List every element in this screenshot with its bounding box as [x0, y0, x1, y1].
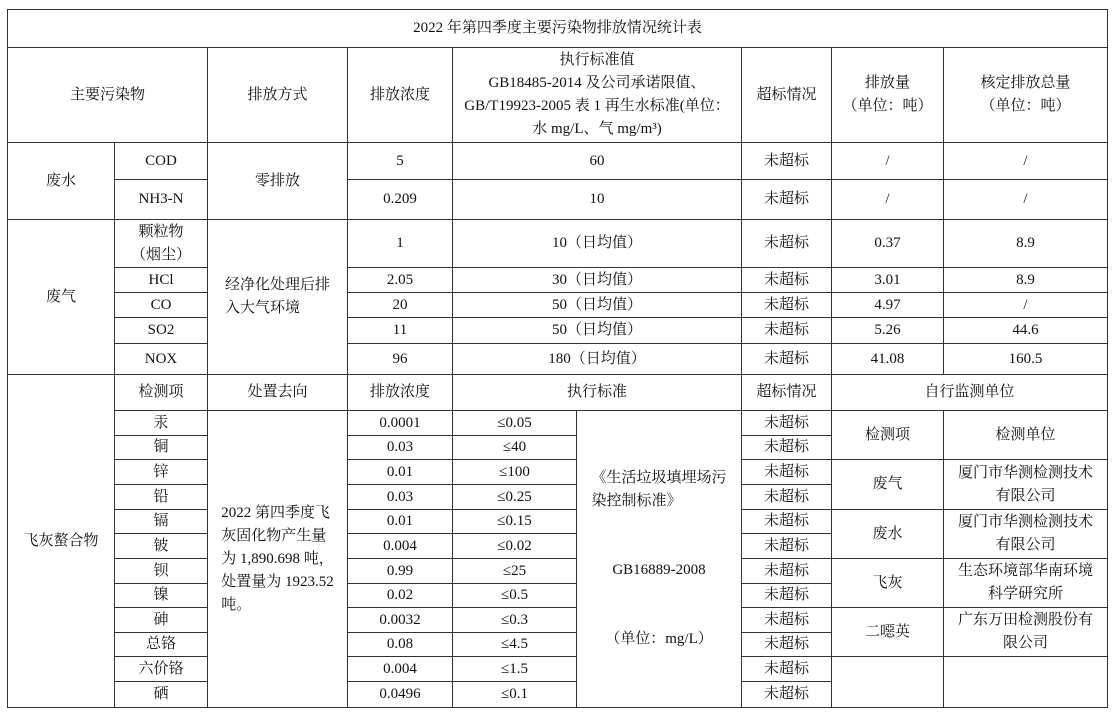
fly-ash-limit-cell: ≤0.02 [453, 534, 577, 559]
fly-ash-disposal-text: 2022 第四季度飞 灰固化物产生量 为 1,890.698 吨， 处置量为 1923.52 吨。 [221, 504, 334, 613]
fly-ash-concentration-cell: 0.004 [348, 534, 453, 559]
fly-ash-limit-cell: ≤40 [453, 436, 577, 460]
monitoring-item-cell: 飞灰 [832, 559, 944, 608]
fly-ash-exceed-cell: 未超标 [742, 460, 832, 485]
fly-ash-item-cell: 砷 [115, 608, 208, 633]
header-pollutant: 主要污染物 [8, 48, 208, 143]
fly-ash-limit-cell: ≤0.05 [453, 411, 577, 436]
waste-gas-standard-cell: 30（日均值） [453, 268, 742, 293]
fly-ash-limit-cell: ≤100 [453, 460, 577, 485]
waste-gas-emission-cell: 41.08 [832, 344, 944, 375]
fly-ash-item-cell: 镍 [115, 584, 208, 608]
header-standard: 执行标准值 GB18485-2014 及公司承诺限值、 GB/T19923-2005 表 1 再生水标准(单位： 水 mg/L、气 mg/m³) [453, 48, 742, 143]
fly-ash-header-disposal: 处置去向 [208, 375, 348, 411]
monitoring-header-unit: 检测单位 [944, 411, 1108, 460]
header-exceed: 超标情况 [742, 48, 832, 143]
fly-ash-item-cell: 硒 [115, 682, 208, 708]
fly-ash-concentration-cell: 0.01 [348, 510, 453, 534]
table-title: 2022 年第四季度主要污染物排放情况统计表 [8, 10, 1108, 48]
wastewater-concentration-cell: 0.209 [348, 180, 453, 220]
waste-gas-exceed-cell: 未超标 [742, 268, 832, 293]
waste-gas-emission-cell: 5.26 [832, 318, 944, 344]
wastewater-standard-cell: 60 [453, 143, 742, 180]
fly-ash-limit-cell: ≤0.3 [453, 608, 577, 633]
fly-ash-header-concentration: 排放浓度 [348, 375, 453, 411]
waste-gas-emission-cell: 4.97 [832, 293, 944, 318]
fly-ash-category: 飞灰螯合物 [8, 375, 115, 708]
fly-ash-exceed-cell: 未超标 [742, 584, 832, 608]
fly-ash-exceed-cell: 未超标 [742, 510, 832, 534]
fly-ash-exceed-cell: 未超标 [742, 657, 832, 682]
waste-gas-standard-cell: 50（日均值） [453, 293, 742, 318]
fly-ash-item-cell: 钡 [115, 559, 208, 584]
waste-gas-emission-cell: 0.37 [832, 220, 944, 268]
monitoring-item-cell: 废气 [832, 460, 944, 510]
fly-ash-exceed-cell: 未超标 [742, 534, 832, 559]
fly-ash-item-cell: 总铬 [115, 633, 208, 657]
waste-gas-exceed-cell: 未超标 [742, 318, 832, 344]
fly-ash-exceed-cell: 未超标 [742, 436, 832, 460]
fly-ash-exceed-cell: 未超标 [742, 559, 832, 584]
waste-gas-item-cell: SO2 [115, 318, 208, 344]
waste-gas-exceed-cell: 未超标 [742, 293, 832, 318]
fly-ash-concentration-cell: 0.99 [348, 559, 453, 584]
fly-ash-concentration-cell: 0.08 [348, 633, 453, 657]
monitoring-item-cell: 废水 [832, 510, 944, 559]
fly-ash-concentration-cell: 0.02 [348, 584, 453, 608]
monitoring-empty-cell [832, 657, 944, 708]
waste-gas-category: 废气 [8, 220, 115, 375]
monitoring-empty-cell [944, 657, 1108, 708]
fly-ash-limit-cell: ≤1.5 [453, 657, 577, 682]
waste-gas-method-text: 经净化处理后排 入大气环境 [224, 277, 330, 316]
waste-gas-concentration-cell: 96 [348, 344, 453, 375]
waste-gas-standard-cell: 50（日均值） [453, 318, 742, 344]
waste-gas-approved-cell: 8.9 [944, 220, 1108, 268]
wastewater-standard-cell: 10 [453, 180, 742, 220]
fly-ash-header-standard: 执行标准 [453, 375, 742, 411]
wastewater-emission-cell: / [832, 180, 944, 220]
wastewater-item-cell: COD [115, 143, 208, 180]
waste-gas-exceed-cell: 未超标 [742, 344, 832, 375]
fly-ash-item-cell: 铍 [115, 534, 208, 559]
wastewater-approved-cell: / [944, 180, 1108, 220]
fly-ash-exceed-cell: 未超标 [742, 608, 832, 633]
fly-ash-item-cell: 锌 [115, 460, 208, 485]
wastewater-emission-cell: / [832, 143, 944, 180]
waste-gas-approved-cell: 160.5 [944, 344, 1108, 375]
fly-ash-limit-cell: ≤25 [453, 559, 577, 584]
fly-ash-standard [577, 411, 742, 708]
monitoring-unit-cell: 生态环境部华南环境 科学研究所 [944, 559, 1108, 608]
wastewater-category: 废水 [8, 143, 115, 220]
fly-ash-exceed-cell: 未超标 [742, 682, 832, 708]
waste-gas-approved-cell: / [944, 293, 1108, 318]
monitoring-header-item: 检测项 [832, 411, 944, 460]
header-concentration: 排放浓度 [348, 48, 453, 143]
header-approved-total: 核定排放总量 （单位：吨） [944, 48, 1108, 143]
waste-gas-method [208, 220, 348, 375]
fly-ash-concentration-cell: 0.03 [348, 436, 453, 460]
fly-ash-limit-cell: ≤0.1 [453, 682, 577, 708]
fly-ash-exceed-cell: 未超标 [742, 411, 832, 436]
fly-ash-exceed-cell: 未超标 [742, 485, 832, 510]
monitoring-item-cell: 二噁英 [832, 608, 944, 657]
fly-ash-limit-cell: ≤4.5 [453, 633, 577, 657]
fly-ash-header-item: 检测项 [115, 375, 208, 411]
waste-gas-item-cell: 颗粒物 （烟尘） [115, 220, 208, 268]
waste-gas-concentration-cell: 1 [348, 220, 453, 268]
fly-ash-item-cell: 铅 [115, 485, 208, 510]
waste-gas-emission-cell: 3.01 [832, 268, 944, 293]
waste-gas-concentration-cell: 2.05 [348, 268, 453, 293]
fly-ash-standard-code: GB16889-2008 [612, 562, 706, 578]
fly-ash-limit-cell: ≤0.15 [453, 510, 577, 534]
waste-gas-concentration-cell: 20 [348, 293, 453, 318]
waste-gas-standard-cell: 180（日均值） [453, 344, 742, 375]
fly-ash-limit-cell: ≤0.5 [453, 584, 577, 608]
monitoring-unit-cell: 厦门市华测检测技术 有限公司 [944, 460, 1108, 510]
waste-gas-item-cell: NOX [115, 344, 208, 375]
fly-ash-item-cell: 镉 [115, 510, 208, 534]
waste-gas-concentration-cell: 11 [348, 318, 453, 344]
wastewater-item-cell: NH3-N [115, 180, 208, 220]
header-emission: 排放量 （单位：吨） [832, 48, 944, 143]
fly-ash-item-cell: 铜 [115, 436, 208, 460]
fly-ash-exceed-cell: 未超标 [742, 633, 832, 657]
emission-statistics-table [7, 9, 1108, 708]
fly-ash-concentration-cell: 0.0496 [348, 682, 453, 708]
waste-gas-item-cell: HCl [115, 268, 208, 293]
fly-ash-item-cell: 六价铬 [115, 657, 208, 682]
fly-ash-header-exceed: 超标情况 [742, 375, 832, 411]
wastewater-method: 零排放 [208, 143, 348, 220]
fly-ash-disposal [208, 411, 348, 708]
wastewater-approved-cell: / [944, 143, 1108, 180]
fly-ash-header-monitoring: 自行监测单位 [832, 375, 1108, 411]
fly-ash-standard-name: 《生活垃圾填埋场污 染控制标准》 [591, 470, 727, 509]
fly-ash-concentration-cell: 0.01 [348, 460, 453, 485]
fly-ash-concentration-cell: 0.0001 [348, 411, 453, 436]
waste-gas-approved-cell: 44.6 [944, 318, 1108, 344]
wastewater-exceed-cell: 未超标 [742, 143, 832, 180]
fly-ash-limit-cell: ≤0.25 [453, 485, 577, 510]
wastewater-concentration-cell: 5 [348, 143, 453, 180]
fly-ash-concentration-cell: 0.0032 [348, 608, 453, 633]
fly-ash-item-cell: 汞 [115, 411, 208, 436]
monitoring-unit-cell: 厦门市华测检测技术 有限公司 [944, 510, 1108, 559]
fly-ash-concentration-cell: 0.03 [348, 485, 453, 510]
wastewater-exceed-cell: 未超标 [742, 180, 832, 220]
monitoring-unit-cell: 广东万田检测股份有 限公司 [944, 608, 1108, 657]
waste-gas-approved-cell: 8.9 [944, 268, 1108, 293]
fly-ash-standard-unit: （单位：mg/L） [605, 631, 713, 647]
fly-ash-standard-block [591, 421, 726, 697]
fly-ash-concentration-cell: 0.004 [348, 657, 453, 682]
waste-gas-exceed-cell: 未超标 [742, 220, 832, 268]
header-method: 排放方式 [208, 48, 348, 143]
waste-gas-standard-cell: 10（日均值） [453, 220, 742, 268]
waste-gas-item-cell: CO [115, 293, 208, 318]
